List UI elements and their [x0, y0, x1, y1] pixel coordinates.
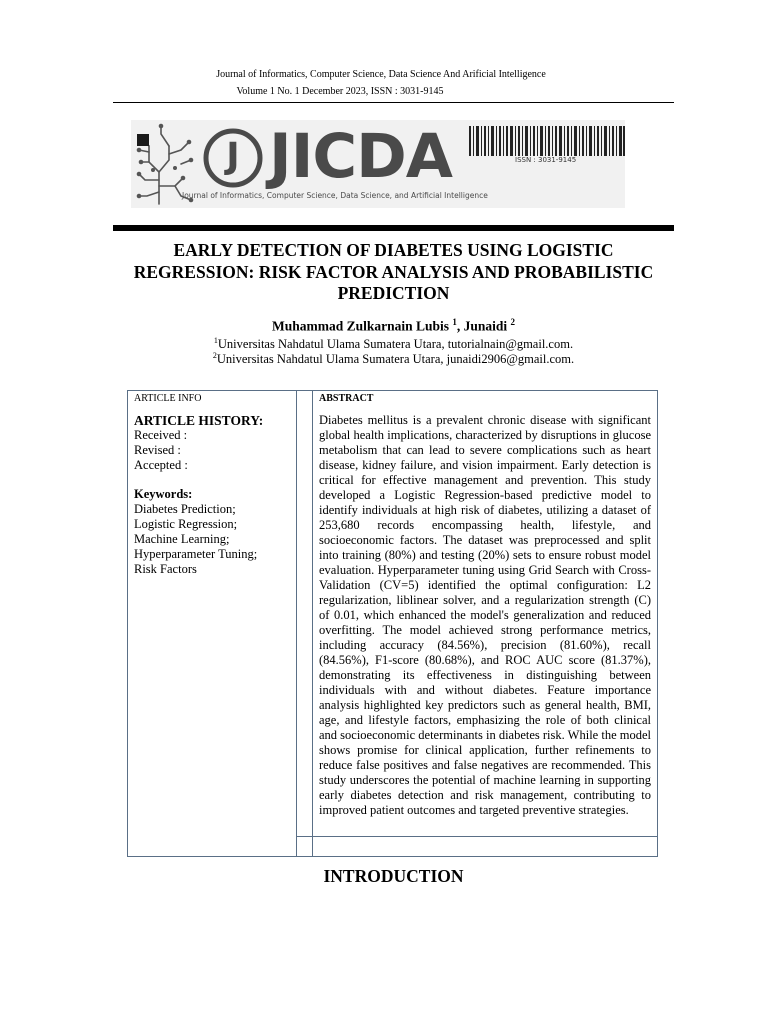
keyword: Diabetes Prediction;	[134, 502, 236, 516]
banner-rule	[113, 225, 674, 231]
logo-letter: J	[226, 136, 240, 177]
barcode-icon	[469, 126, 625, 156]
article-info-column	[134, 393, 294, 577]
authors-line	[113, 317, 674, 335]
header-rule	[113, 102, 674, 103]
keyword: Logistic Regression;	[134, 517, 238, 531]
author-name: Muhammad Zulkarnain Lubis	[271, 318, 450, 334]
author-sup: 1	[452, 317, 457, 327]
table-divider	[296, 391, 297, 856]
author-name: Junaidi	[463, 318, 508, 334]
affiliation-sup: 2	[212, 351, 217, 360]
logo-wordmark: JICDA	[269, 121, 453, 192]
affiliation	[113, 348, 674, 367]
table-divider	[312, 391, 313, 856]
accepted-label: Accepted :	[134, 458, 188, 472]
affiliation-text: Universitas Nahdatul Ulama Sumatera Utara, junaidi2906@gmail.com.	[216, 352, 575, 367]
revised-label: Revised :	[134, 443, 181, 457]
author-separator: ,	[456, 318, 464, 334]
affiliation-text: Universitas Nahdatul Ulama Sumatera Utara, tutorialnain@gmail.com.	[217, 337, 574, 352]
table-divider	[297, 836, 657, 837]
paper-title: EARLY DETECTION OF DIABETES USING LOGISTIC REGRESSION: RISK FACTOR ANALYSIS AND PROBABILISTIC PREDICTION	[133, 240, 654, 303]
banner-issn: ISSN : 3031-9145	[515, 156, 577, 164]
received-label: Received :	[134, 428, 188, 442]
volume-header: Volume 1 No. 1 December 2023, ISSN : 3031-9145	[236, 86, 444, 97]
keywords-heading: Keywords:	[134, 487, 193, 501]
author-sup: 2	[510, 317, 516, 327]
banner-subtitle: Journal of Informatics, Computer Science, Data Science, and Artificial Intelligence	[182, 191, 488, 200]
section-heading-introduction: INTRODUCTION	[323, 866, 464, 886]
abstract-heading: ABSTRACT	[319, 393, 374, 404]
abstract-column	[319, 393, 651, 818]
article-info-table	[127, 390, 658, 857]
journal-banner	[131, 120, 625, 208]
article-info-heading: ARTICLE INFO	[134, 393, 202, 404]
keyword: Hyperparameter Tuning;	[134, 547, 258, 561]
history-heading: ARTICLE HISTORY:	[134, 413, 264, 428]
affiliation-sup: 1	[213, 336, 218, 345]
abstract-text: Diabetes mellitus is a prevalent chronic disease with significant global health implications, characterized by disruptions in glucose metabolism that can lead to severe complications such as heart disease, kidney failure, and vision impairment. Early detection is critical for effective management and prevention. This study developed a Logistic Regression-based predictive model to identify individuals at high risk of diabetes, utilizing a dataset of 253,680 records encompassing health, lifestyle, and socioeconomic factors. The dataset was preprocessed and split into training (80%) and testing (20%) sets to ensure robust model evaluation. Hyperparameter tuning using Grid Search with Cross-Validation (CV=5) identified the optimal configuration: L2 regularization, liblinear solver, and a regularization strength (C) of 0.01, which enhanced the model's generalization and reduced overfitting. The model achieved strong performance metrics, including accuracy (84.56%), precision (81.60%), recall (84.56%), F1-score (80.68%), and ROC AUC score (81.37%), demonstrating its effectiveness in distinguishing between individuals with and without diabetes. Feature importance analysis highlighted key predictors such as general health, BMI, age, and lifestyle factors, emphasizing the role of both clinical and socioeconomic determinants in diabetes risk. While the model shows promise for clinical application, further refinements to reduce false positives and false negatives are recommended. This study underscores the potential of machine learning in supporting early diabetes detection and risk management, contributing to improved patient outcomes and targeted preventive strategies.	[319, 413, 651, 817]
keyword: Machine Learning;	[134, 532, 230, 546]
keyword: Risk Factors	[134, 562, 197, 576]
journal-header: Journal of Informatics, Computer Science, Data Science And Arificial Intelligence	[216, 69, 546, 80]
